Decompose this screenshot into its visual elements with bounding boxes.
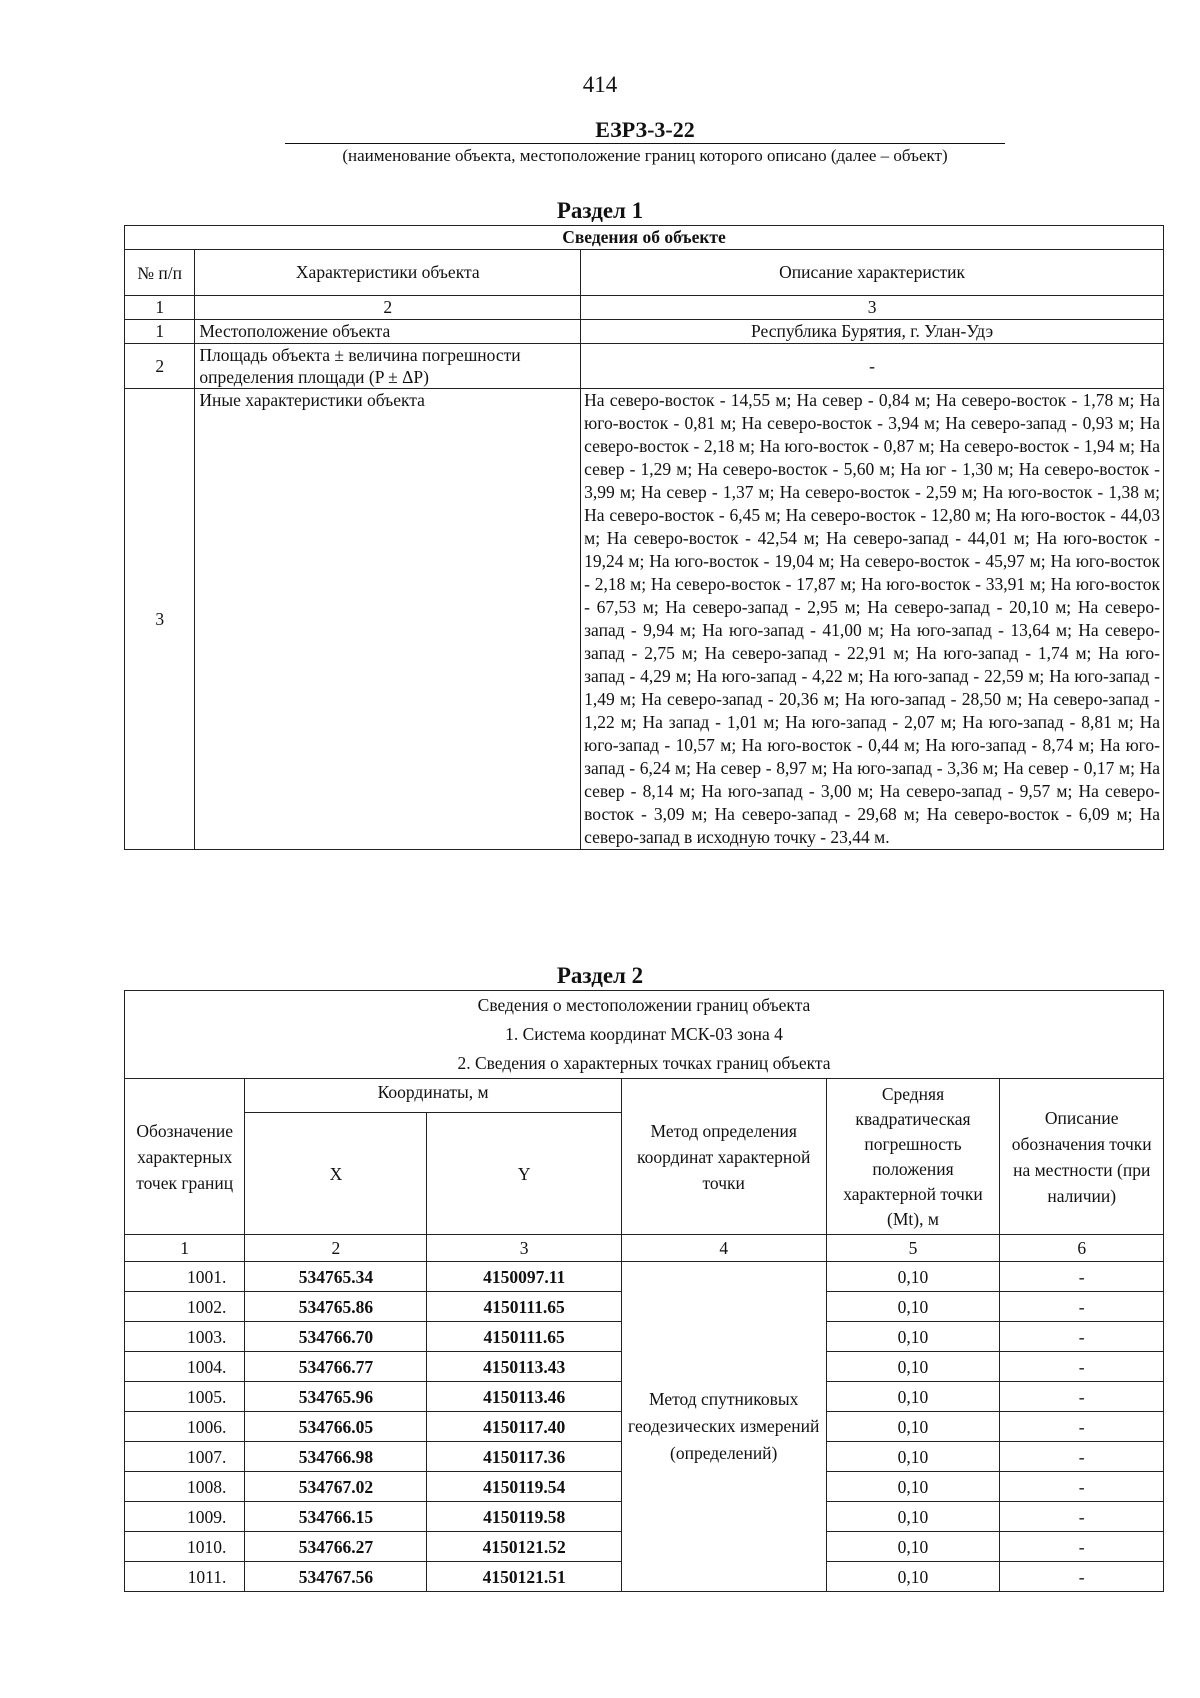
- header-point: Обозначение характерных точек границ: [125, 1079, 245, 1235]
- point-description: -: [1000, 1382, 1164, 1412]
- header-number-2: 2: [195, 296, 581, 320]
- coord-x: 534766.98: [245, 1442, 427, 1472]
- section1-table: [124, 225, 1164, 850]
- error-value: 0,10: [826, 1352, 1000, 1382]
- point-description: -: [1000, 1472, 1164, 1502]
- section1-title: Раздел 1: [556, 198, 644, 223]
- point-description: -: [1000, 1532, 1164, 1562]
- coord-y: 4150119.54: [427, 1472, 621, 1502]
- header-number-3: 3: [427, 1235, 621, 1262]
- point-description: -: [1000, 1442, 1164, 1472]
- error-value: 0,10: [826, 1502, 1000, 1532]
- header-number-1: 1: [125, 1235, 245, 1262]
- row-name: Иные характеристики объекта: [195, 389, 581, 850]
- coord-y: 4150111.65: [427, 1292, 621, 1322]
- section2-heading-line: Сведения о местоположении границ объекта: [477, 995, 811, 1015]
- table-row: [125, 389, 1164, 850]
- point-id: 1001.: [125, 1262, 245, 1292]
- header-number-6: 6: [1000, 1235, 1164, 1262]
- point-id: 1004.: [125, 1352, 245, 1382]
- point-description: -: [1000, 1322, 1164, 1352]
- error-value: 0,10: [826, 1532, 1000, 1562]
- point-id: 1003.: [125, 1322, 245, 1352]
- point-id: 1008.: [125, 1472, 245, 1502]
- coord-y: 4150121.52: [427, 1532, 621, 1562]
- header-description: Описание обозначения точки на местности (при наличии): [1000, 1079, 1164, 1235]
- header-characteristic: Характеристики объекта: [195, 250, 581, 296]
- header-num: № п/п: [125, 250, 195, 296]
- section2-table: [124, 990, 1164, 1592]
- header-number-3: 3: [581, 296, 1164, 320]
- header-number-2: 2: [245, 1235, 427, 1262]
- coord-y: 4150113.43: [427, 1352, 621, 1382]
- point-id: 1009.: [125, 1502, 245, 1532]
- coord-y: 4150117.36: [427, 1442, 621, 1472]
- section2-heading: [125, 991, 1164, 1079]
- table-row: [125, 1262, 1164, 1292]
- header-number-1: 1: [125, 296, 195, 320]
- method-cell: Метод спутниковых геодезических измерений (определений): [621, 1262, 826, 1592]
- coord-y: 4150119.58: [427, 1502, 621, 1532]
- error-value: 0,10: [826, 1262, 1000, 1292]
- coord-x: 534766.70: [245, 1322, 427, 1352]
- row-name: Местоположение объекта: [195, 320, 581, 344]
- section2-title: Раздел 2: [556, 963, 644, 988]
- header-coords: Координаты, м: [245, 1079, 622, 1113]
- header-x: X: [245, 1113, 427, 1235]
- page-number: 414: [582, 72, 618, 97]
- error-value: 0,10: [826, 1562, 1000, 1592]
- coord-x: 534765.96: [245, 1382, 427, 1412]
- row-num: 3: [125, 389, 195, 850]
- header-number-4: 4: [621, 1235, 826, 1262]
- point-id: 1007.: [125, 1442, 245, 1472]
- coord-x: 534765.86: [245, 1292, 427, 1322]
- point-id: 1002.: [125, 1292, 245, 1322]
- point-description: -: [1000, 1352, 1164, 1382]
- coord-y: 4150113.46: [427, 1382, 621, 1412]
- point-id: 1011.: [125, 1562, 245, 1592]
- error-value: 0,10: [826, 1322, 1000, 1352]
- header-number-5: 5: [826, 1235, 1000, 1262]
- coord-x: 534766.15: [245, 1502, 427, 1532]
- error-value: 0,10: [826, 1472, 1000, 1502]
- point-description: -: [1000, 1562, 1164, 1592]
- point-id: 1005.: [125, 1382, 245, 1412]
- coord-x: 534766.77: [245, 1352, 427, 1382]
- header-method: Метод определения координат характерной точки: [621, 1079, 826, 1235]
- section2-heading-line: 1. Система координат МСК-03 зона 4: [505, 1024, 783, 1044]
- coord-x: 534766.27: [245, 1532, 427, 1562]
- object-name-underline: [285, 143, 1005, 144]
- coord-y: 4150117.40: [427, 1412, 621, 1442]
- coord-y: 4150097.11: [427, 1262, 621, 1292]
- coord-y: 4150111.65: [427, 1322, 621, 1352]
- error-value: 0,10: [826, 1442, 1000, 1472]
- coord-x: 534765.34: [245, 1262, 427, 1292]
- header-y: Y: [427, 1113, 621, 1235]
- table-row: [125, 344, 1164, 389]
- header-error: Средняя квадратическая погрешность положения характерной точки (Mt), м: [826, 1079, 1000, 1235]
- point-id: 1006.: [125, 1412, 245, 1442]
- section2-heading-line: 2. Сведения о характерных точках границ объекта: [457, 1053, 831, 1073]
- object-name: ЕЗРЗ-3-22: [595, 117, 695, 142]
- header-description: Описание характеристик: [581, 250, 1164, 296]
- coord-x: 534767.02: [245, 1472, 427, 1502]
- coord-x: 534766.05: [245, 1412, 427, 1442]
- point-description: -: [1000, 1502, 1164, 1532]
- point-id: 1010.: [125, 1532, 245, 1562]
- point-description: -: [1000, 1292, 1164, 1322]
- row-num: 1: [125, 320, 195, 344]
- object-caption: (наименование объекта, местоположение границ которого описано (далее – объект): [342, 146, 948, 165]
- row-value: Республика Бурятия, г. Улан-Удэ: [581, 320, 1164, 344]
- row-name: Площадь объекта ± величина погрешности определения площади (P ± ΔP): [195, 344, 581, 389]
- row-value: На северо-восток - 14,55 м; На север - 0,84 м; На северо-восток - 1,78 м; На юго-восток - 0,81 м; На северо-восток - 3,94 м; На северо-запад - 0,93 м; На северо-восток - 2,18 м; На юго-восток - 0,87 м; На северо-восток - 1,94 м; На север - 1,29 м; На северо-восток - 5,60 м; На юг - 1,30 м; На северо-восток - 3,99 м; На север - 1,37 м; На северо-восток - 2,59 м; На юго-восток - 1,38 м; На северо-восток - 6,45 м; На северо-восток - 12,80 м; На юго-восток - 44,03 м; На северо-восток - 42,54 м; На северо-запад - 44,01 м; На юго-восток - 19,24 м; На юго-восток - 19,04 м; На северо-восток - 45,97 м; На юго-восток - 2,18 м; На северо-восток - 17,87 м; На юго-восток - 33,91 м; На юго-восток - 67,53 м; На северо-запад - 2,95 м; На северо-запад - 20,10 м; На северо-запад - 9,94 м; На юго-запад - 41,00 м; На юго-запад - 13,64 м; На северо-запад - 2,75 м; На северо-запад - 22,91 м; На юго-запад - 1,74 м; На юго-запад - 4,29 м; На юго-запад - 4,22 м; На юго-запад - 22,59 м; На юго-запад - 1,49 м; На северо-запад - 20,36 м; На юго-запад - 28,50 м; На северо-запад - 1,22 м; На запад - 1,01 м; На юго-запад - 2,07 м; На юго-запад - 8,81 м; На юго-запад - 10,57 м; На юго-восток - 0,44 м; На юго-запад - 8,74 м; На юго-запад - 6,24 м; На север - 8,97 м; На юго-запад - 3,36 м; На север - 0,17 м; На север - 8,14 м; На юго-запад - 3,00 м; На северо-запад - 9,57 м; На северо-восток - 3,09 м; На северо-запад - 29,68 м; На северо-восток - 6,09 м; На северо-запад в исходную точку - 23,44 м.: [581, 389, 1164, 850]
- table-row: [125, 320, 1164, 344]
- coord-x: 534767.56: [245, 1562, 427, 1592]
- error-value: 0,10: [826, 1412, 1000, 1442]
- coord-y: 4150121.51: [427, 1562, 621, 1592]
- point-description: -: [1000, 1412, 1164, 1442]
- point-description: -: [1000, 1262, 1164, 1292]
- section1-table-title: Сведения об объекте: [125, 226, 1164, 250]
- row-num: 2: [125, 344, 195, 389]
- error-value: 0,10: [826, 1382, 1000, 1412]
- row-value: -: [581, 344, 1164, 389]
- error-value: 0,10: [826, 1292, 1000, 1322]
